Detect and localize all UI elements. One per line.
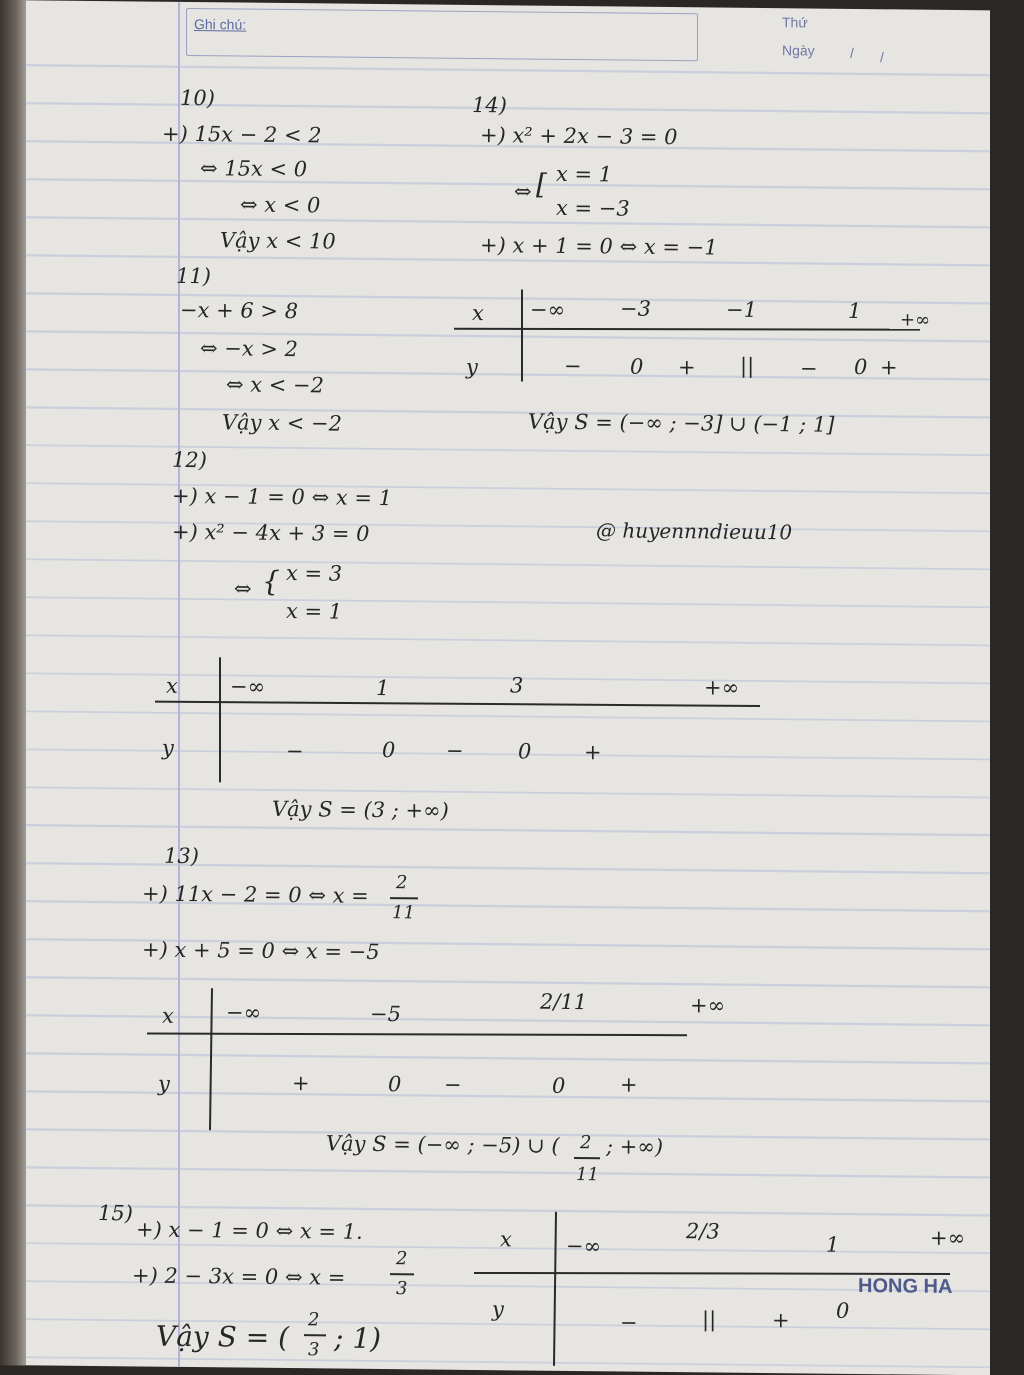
p12-system-lead: ⇔	[234, 576, 252, 600]
p15-conclusion: ; 1)	[334, 1321, 381, 1354]
p12-system-root: x = 3	[286, 561, 342, 586]
table-y-value: 0	[836, 1299, 849, 1323]
table-y-value: ||	[702, 1307, 716, 1331]
table-x-value: −∞	[566, 1234, 601, 1258]
table-x-value: +∞	[900, 309, 930, 330]
table-vline	[554, 1212, 556, 1366]
table-x-value: 3	[510, 673, 523, 697]
table-y-value: −	[286, 739, 304, 763]
p11-conclusion: Vậy x < −2	[222, 410, 342, 435]
table-y-value: +	[880, 355, 898, 379]
p13-line: +) x + 5 = 0 ⇔ x = −5	[142, 937, 380, 963]
fraction-bar	[390, 896, 420, 900]
fraction-denominator: 11	[576, 1164, 599, 1185]
fraction-numerator: 2	[396, 1248, 407, 1269]
table-y-label: y	[492, 1297, 504, 1321]
p14-line: +) x² + 2x − 3 = 0	[480, 123, 678, 149]
date-slash: /	[850, 45, 854, 61]
table-x-value: −∞	[226, 1000, 261, 1024]
p11-line: ⇔ x < −2	[226, 372, 324, 397]
p11-line: −x + 6 > 8	[180, 298, 298, 323]
p15-line: +) 2 − 3x = 0 ⇔ x =	[132, 1263, 345, 1289]
table-y-value: 0	[630, 355, 643, 379]
table-y-value: 0	[388, 1072, 401, 1096]
table-y-value: +	[584, 740, 602, 764]
p10-line: +) 15x − 2 < 2	[162, 122, 322, 148]
table-x-value: −5	[370, 1002, 401, 1026]
p12-line: +) x − 1 = 0 ⇔ x = 1	[172, 484, 392, 510]
p12-sign-table	[150, 652, 770, 798]
table-hline	[155, 700, 760, 708]
table-y-value: −	[800, 356, 818, 380]
fraction-numerator: 2	[396, 872, 407, 893]
table-y-value: −	[620, 1310, 638, 1334]
p15-line: +) x − 1 = 0 ⇔ x = 1.	[136, 1217, 363, 1243]
table-y-label: y	[466, 355, 478, 379]
fraction-bar	[574, 1156, 604, 1160]
p15-conclusion: Vậy S = (	[156, 1320, 289, 1354]
p12-system-root: x = 1	[286, 599, 342, 624]
problem-14-title: 14)	[472, 93, 507, 117]
table-x-label: x	[500, 1227, 512, 1251]
table-x-label: x	[166, 674, 178, 698]
table-x-value: −∞	[530, 298, 565, 322]
table-y-value: 0	[518, 739, 531, 763]
table-x-label: x	[472, 301, 484, 325]
p12-system-brace: {	[262, 565, 280, 598]
table-y-value: +	[620, 1072, 638, 1096]
table-hline	[147, 1030, 687, 1040]
table-x-value: 1	[826, 1233, 839, 1257]
note-box	[186, 8, 698, 61]
fraction-numerator: 2	[308, 1309, 319, 1330]
table-x-value: +∞	[930, 1226, 965, 1250]
table-y-label: y	[158, 1072, 170, 1096]
table-x-value: 1	[848, 299, 861, 323]
table-y-value: +	[678, 355, 696, 379]
fraction-bar	[390, 1272, 420, 1276]
problem-13-title: 13)	[164, 844, 199, 868]
problem-12-title: 12)	[172, 448, 207, 472]
problem-10-title: 10)	[180, 86, 215, 110]
p14-system-brace: [	[536, 168, 547, 201]
date-label: Ngày	[782, 42, 815, 58]
p14-line: +) x + 1 = 0 ⇔ x = −1	[480, 233, 718, 259]
p13-conclusion: ; +∞)	[606, 1134, 663, 1159]
table-y-value: −	[446, 739, 464, 763]
table-x-value: 2/3	[686, 1219, 720, 1243]
table-x-value: +∞	[704, 675, 739, 699]
table-y-value: −	[564, 354, 582, 378]
problem-15-title: 15)	[98, 1201, 133, 1225]
table-y-value: ||	[740, 354, 754, 378]
table-vline	[210, 988, 212, 1130]
p14-system-root: x = −3	[556, 196, 630, 221]
notebook-spine	[0, 0, 26, 1365]
table-x-label: x	[162, 1004, 174, 1028]
fraction-denominator: 11	[392, 902, 415, 923]
day-label: Thứ	[782, 14, 808, 30]
table-y-value: +	[772, 1308, 790, 1332]
p12-line: +) x² − 4x + 3 = 0	[172, 520, 370, 546]
table-x-value: 2/11	[540, 990, 587, 1014]
table-x-value: +∞	[690, 993, 725, 1017]
p11-line: ⇔ −x > 2	[200, 336, 298, 361]
p10-conclusion: Vậy x < 10	[220, 228, 336, 253]
table-y-value: +	[292, 1071, 310, 1095]
date-slash: /	[880, 49, 884, 65]
p13-conclusion: Vậy S = (−∞ ; −5) ∪ (	[326, 1131, 560, 1157]
p14-conclusion: Vậy S = (−∞ ; −3] ∪ (−1 ; 1]	[528, 410, 835, 437]
p14-system-lead: ⇔	[514, 179, 532, 203]
fraction-bar	[304, 1333, 334, 1337]
table-y-value: 0	[382, 738, 395, 762]
table-y-label: y	[162, 736, 174, 760]
p14-system-root: x = 1	[556, 162, 612, 187]
author-signature: @ huyennndieuu10	[596, 518, 792, 544]
table-hline	[454, 325, 920, 334]
fraction-denominator: 3	[396, 1278, 407, 1299]
table-y-value: −	[444, 1073, 462, 1097]
fraction-denominator: 3	[308, 1339, 319, 1360]
table-y-value: 0	[552, 1074, 565, 1098]
table-x-value: −∞	[230, 674, 265, 698]
note-label: Ghi chú:	[194, 16, 246, 33]
table-x-value: −1	[726, 298, 757, 322]
p10-line: ⇔ x < 0	[240, 193, 320, 218]
problem-11-title: 11)	[176, 264, 211, 288]
p10-line: ⇔ 15x < 0	[200, 156, 307, 181]
p12-conclusion: Vậy S = (3 ; +∞)	[272, 797, 449, 823]
table-x-value: 1	[376, 676, 389, 700]
table-x-value: −3	[620, 296, 651, 320]
fraction-numerator: 2	[580, 1132, 591, 1153]
p13-line: +) 11x − 2 = 0 ⇔ x =	[142, 881, 369, 907]
table-y-value: 0	[854, 355, 867, 379]
brand-logo: HONG HA	[858, 1275, 952, 1299]
